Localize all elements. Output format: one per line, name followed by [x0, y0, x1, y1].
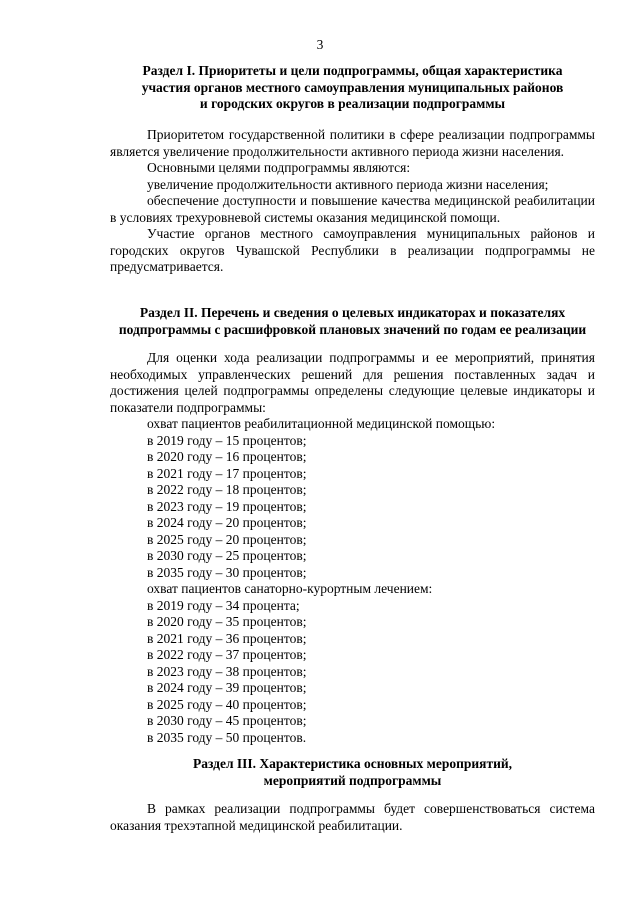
indicator-value: в 2030 году – 25 процентов; [147, 548, 307, 563]
indicator-value: в 2024 году – 39 процентов; [147, 680, 307, 695]
indicator-value: в 2023 году – 19 процентов; [147, 498, 307, 514]
paragraph: Приоритетом государственной политики в сфере реализации подпрограммы является увеличение продолжительности активного периода жизни населения. [110, 127, 595, 159]
indicator-label: охват пациентов реабилитационной медицинской помощью: [147, 416, 496, 431]
indicator-value: в 2022 году – 37 процентов; [147, 647, 307, 662]
section1-body [110, 127, 595, 276]
section2-heading-line: Раздел II. Перечень и сведения о целевых индикаторах и показателях [139, 305, 566, 320]
indicator-value: в 2025 году – 20 процентов; [147, 531, 307, 547]
indicator-value: в 2022 году – 18 процентов; [147, 482, 307, 497]
section2-body [110, 350, 595, 746]
section3-heading [110, 756, 595, 789]
paragraph: обеспечение доступности и повышение качества медицинской реабилитации в условиях трехуровневой системы оказания медицинской помощи. [110, 193, 595, 225]
section1-heading [110, 63, 595, 113]
section2-heading-line: подпрограммы с расшифровкой плановых значений по годам ее реализации [118, 321, 587, 337]
section1-heading-line: Раздел I. Приоритеты и цели подпрограммы, общая характеристика [142, 63, 563, 78]
page-number: 3 [316, 37, 324, 52]
section3-heading-line: мероприятий подпрограммы [263, 772, 442, 788]
indicator-value: в 2019 году – 15 процентов; [147, 432, 307, 448]
indicator-value: в 2021 году – 36 процентов; [147, 630, 307, 646]
indicator-value: в 2035 году – 30 процентов; [147, 564, 307, 580]
paragraph: увеличение продолжительности активного периода жизни населения; [147, 176, 549, 192]
indicator-value: в 2019 году – 34 процента; [147, 597, 300, 613]
paragraph: В рамках реализации подпрограммы будет совершенствоваться система оказания трехэтапной медицинской реабилитации. [110, 801, 595, 833]
indicator-value: в 2020 году – 16 процентов; [147, 449, 307, 464]
paragraph: Основными целями подпрограммы являются: [147, 160, 411, 175]
section2-heading [110, 305, 595, 338]
indicator-value: в 2035 году – 50 процентов. [147, 729, 307, 745]
indicator-value: в 2025 году – 40 процентов; [147, 696, 307, 712]
indicator-value: в 2020 году – 35 процентов; [147, 614, 307, 629]
section1-heading-line: участия органов местного самоуправления муниципальных районов [141, 79, 564, 95]
paragraph: Участие органов местного самоуправления муниципальных районов и городских округов Чувашской Республики в реализации подпрограммы не предусматривается. [110, 226, 595, 274]
paragraph: Для оценки хода реализации подпрограммы и ее мероприятий, принятия необходимых управленческих решений для решения поставленных задач и достижения целей подпрограммы определены следующие целевые индикаторы и показатели подпрограммы: [110, 350, 595, 415]
indicator-value: в 2024 году – 20 процентов; [147, 515, 307, 530]
indicator-value: в 2023 году – 38 процентов; [147, 663, 307, 679]
indicator-value: в 2030 году – 45 процентов; [147, 713, 307, 728]
indicator-label: охват пациентов санаторно-курортным лечением: [147, 581, 433, 596]
section1-heading-line: и городских округов в реализации подпрограммы [199, 96, 506, 111]
indicator-value: в 2021 году – 17 процентов; [147, 465, 307, 481]
section3-heading-line: Раздел III. Характеристика основных мероприятий, [192, 756, 513, 771]
section3-body [110, 801, 595, 834]
